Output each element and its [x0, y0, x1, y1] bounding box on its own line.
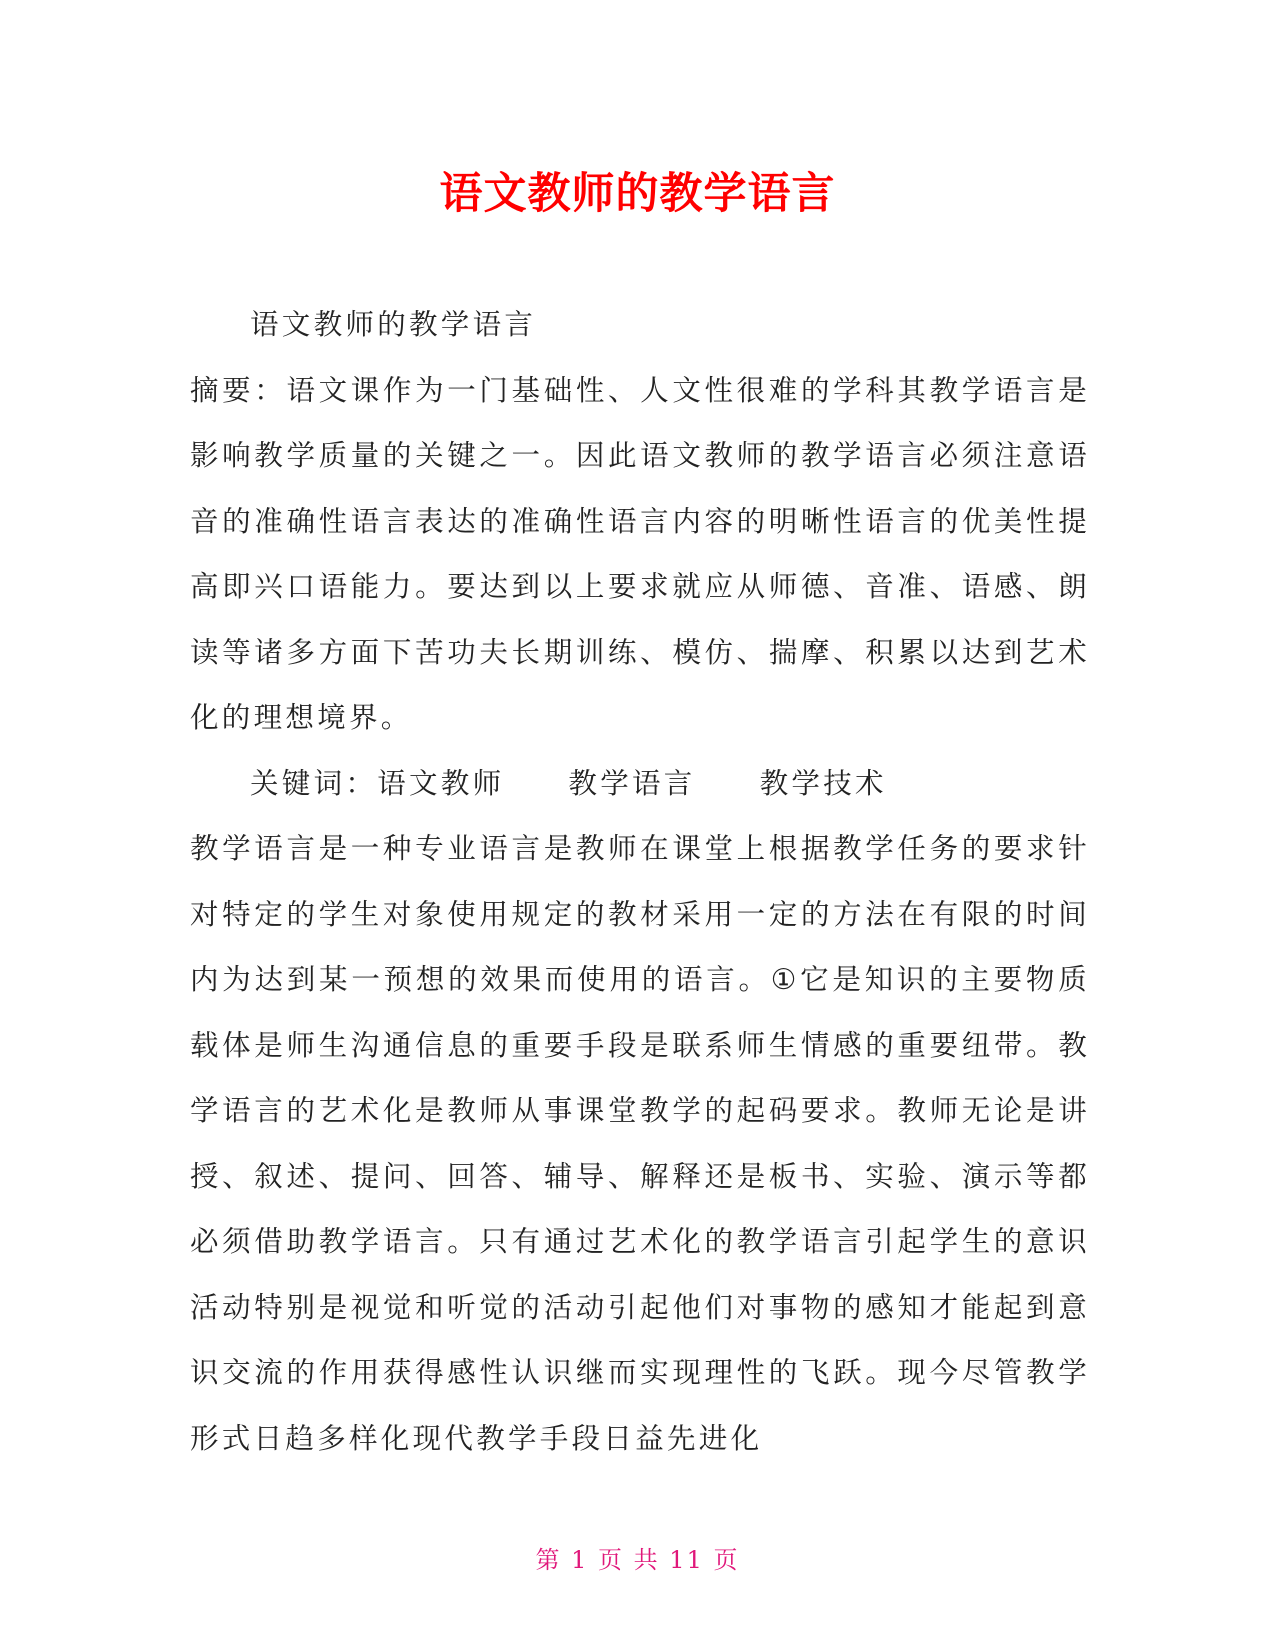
document-title: 语文教师的教学语言: [439, 169, 836, 219]
page-number-footer: 第 1 页 共 11 页: [535, 1546, 740, 1574]
keyword-item: 教学技术: [759, 766, 887, 800]
keywords-line: [190, 751, 1090, 817]
keywords-label: 关键词：: [250, 766, 378, 800]
subtitle: 语文教师的教学语言: [250, 308, 537, 341]
abstract-paragraph: 摘要：语文课作为一门基础性、人文性很难的学科其教学语言是影响教学质量的关键之一。因此语文教师的教学语言必须注意语音的准确性语言表达的准确性语言内容的明晰性语言的优美性提高即兴口语能力。要达到以上要求就应从师德、音准、语感、朗读等诸多方面下苦功夫长期训练、模仿、揣摩、积累以达到艺术化的理想境界。: [190, 373, 1090, 734]
body-paragraph: 教学语言是一种专业语言是教师在课堂上根据教学任务的要求针对特定的学生对象使用规定的教材采用一定的方法在有限的时间内为达到某一预想的效果而使用的语言。①它是知识的主要物质载体是师生沟通信息的重要手段是联系师生情感的重要纽带。教学语言的艺术化是教师从事课堂教学的起码要求。教师无论是讲授、叙述、提问、回答、辅导、解释还是板书、实验、演示等都必须借助教学语言。只有通过艺术化的教学语言引起学生的意识活动特别是视觉和听觉的活动引起他们对事物的感知才能起到意识交流的作用获得感性认识继而实现理性的飞跃。现今尽管教学形式日趋多样化现代教学手段日益先进化: [190, 832, 1090, 1455]
keyword-item: 教学语言: [568, 766, 696, 800]
keyword-item: 语文教师: [377, 766, 505, 800]
document-content: [190, 292, 1090, 1471]
